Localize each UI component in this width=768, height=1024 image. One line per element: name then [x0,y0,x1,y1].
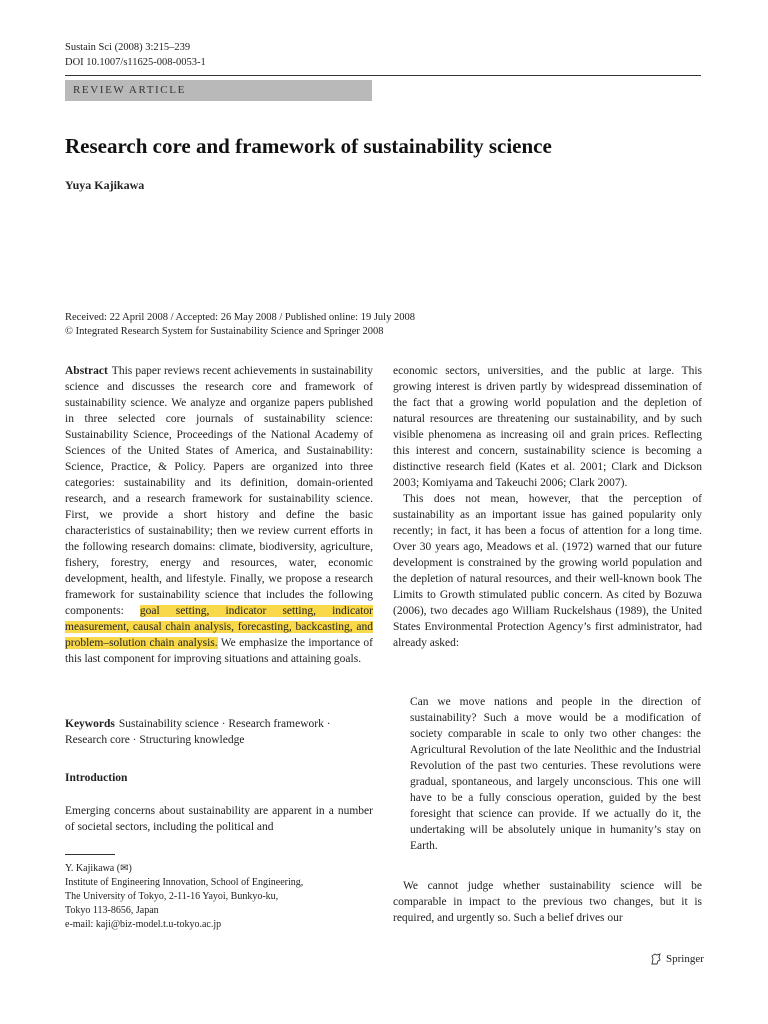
header-rule [65,75,701,76]
paper-title: Research core and framework of sustainability science [65,134,552,158]
publisher-name: Springer [666,953,704,965]
abstract [65,363,373,667]
footnote-rule [65,854,115,855]
author-email[interactable]: e-mail: kaji@biz-model.t.u-tokyo.ac.jp [65,919,222,930]
abstract-highlight[interactable]: goal setting, indicator setting, indicator measurement, causal chain analysis, forecasting, backcasting, and problem–solution chain analysis. [65,605,373,649]
doi: DOI 10.1007/s11625-008-0053-1 [65,57,206,68]
keywords-label: Keywords [65,718,115,730]
author-name: Yuya Kajikawa [65,178,145,192]
introduction-heading: Introduction [65,772,128,784]
block-quote: Can we move nations and people in the direction of sustainability? Such a move would be a modification of society comparable in scale to only two other changes: the Agricultural Revolution of the late Neolithic and the Industrial Revolution of the past two centuries. These revolutions were gradual, spontaneous, and largely unconscious. This one will have to be a fully conscious operation, guided by the best foresight that science can provide. If we actually do it, the undertaking will be absolutely unique in humanity’s stay on Earth. [410,696,701,852]
abstract-label: Abstract [65,365,108,377]
keywords-text: Sustainability science · Research framework · Research core · Structuring knowledge [65,718,331,746]
publication-dates [65,311,415,339]
introduction-text: Emerging concerns about sustainability are apparent in a number of societal sectors, including the political and [65,805,373,833]
affiliation-line: Tokyo 113-8656, Japan [65,905,159,916]
paragraph: We cannot judge whether sustainability science will be comparable in impact to the previous two changes, but it is required, and urgently so. Such a belief drives our [393,880,702,924]
paragraph: This does not mean, however, that the perception of sustainability as an important issue has gained popularity only recently; in fact, it has been a focus of attention for a long time. Over 30 years ago, Meadows et al. (1972) warned that our future development is constrained by the growing world population and the depletion of natural resources, and their well-known book The Limits to Growth stimulated public concern. As cited by Bozuwa (2006), two decades ago William Ruckelshaus (1989), the United States Environmental Protection Agency’s first administrator, had already asked: [393,493,702,649]
keywords [65,716,373,748]
article-type-badge: REVIEW ARTICLE [65,80,372,101]
dates-line: Received: 22 April 2008 / Accepted: 26 May 2008 / Published online: 19 July 2008 [65,312,415,323]
affiliation [65,862,303,932]
paragraph: economic sectors, universities, and the public at large. This growing interest is driven partly by widespread dissemination of the fact that a growing world population and the depletion of natural resources are threatening our sustainability, and by such visible phenomena as increasing oil and grain prices. Reflecting this interest and concern, sustainability science is becoming a distinctive research field (Kates et al. 2001; Clark and Dickson 2003; Komiyama and Takeuchi 2006; Clark 2007). [393,365,702,489]
journal-citation: Sustain Sci (2008) 3:215–239 [65,42,191,53]
copyright-line: © Integrated Research System for Sustainability Science and Springer 2008 [65,326,384,337]
abstract-text-end: We emphasize the importance of this last component for improving situations and attaining goals. [65,637,373,665]
affiliation-name: Y. Kajikawa (✉) [65,863,132,874]
affiliation-line: Institute of Engineering Innovation, School of Engineering, [65,877,304,888]
right-column [393,363,702,651]
springer-horse-icon [650,953,662,965]
journal-meta [65,40,206,70]
abstract-text: This paper reviews recent achievements in sustainability science and discusses the research core and framework of sustainability science. We analyze and organize papers published in three selected core journals of sustainability science: Sustainability Science, Proceedings of the National Academy of Sciences of the United States of America, and Sustainability: Science, Practice, & Policy. Papers are organized into three categories: sustainability and its definition, domain-oriented research, and a research framework for sustainability science. First, we provide a short history and define the basic characteristics of sustainability; then we review current efforts in the following research domains: climate, biodiversity, agriculture, fishery, forestry, energy and resources, water, economic development, health, and lifestyle. Finally, we propose a research framework for sustainability science that includes the following components: [65,365,373,617]
affiliation-line: The University of Tokyo, 2-11-16 Yayoi, Bunkyo-ku, [65,891,279,902]
springer-logo [650,953,704,965]
